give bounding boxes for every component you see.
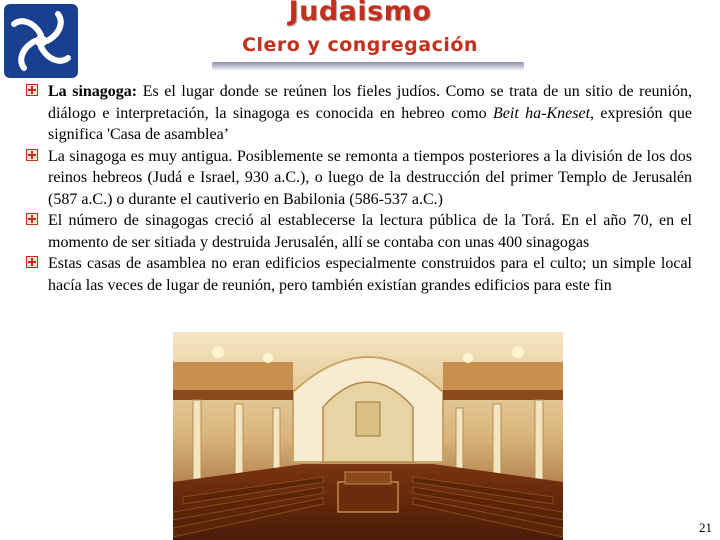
bullet-text: La sinagoga es muy antigua. Posiblemente se remonta a tiempos posteriores a la división de los dos reinos hebreos (Judá e Israel, 930 a.C.), o luego de la destrucción del primer Templo de Jerusalén (587 a.C.) o durante el cautiverio en Babilonia (586-537 a.C.) — [48, 147, 692, 208]
slide-title: Judaismo — [288, 0, 432, 27]
bullet-item — [26, 81, 692, 146]
bullet-item — [26, 210, 692, 253]
bullet-term: La sinagoga: — [48, 83, 138, 100]
bullet-text: Es el lugar donde se reúnen los fieles judíos. Como se trata de un sitio de reunión, diálogo e interpretación, la sinagoga es conocida en hebreo como — [48, 83, 693, 122]
bullet-text: Estas casas de asamblea no eran edificios especialmente construidos para el culto; un simple local hacía las veces de lugar de reunión, pero también existían grandes edificios para este fin — [48, 255, 692, 294]
boxed-plus-bullet-icon — [26, 256, 38, 268]
title-underline — [212, 62, 524, 70]
synagogue-interior-photo — [173, 332, 563, 540]
boxed-plus-bullet-icon — [26, 84, 38, 96]
boxed-plus-bullet-icon — [26, 213, 38, 225]
boxed-plus-bullet-icon — [26, 149, 38, 161]
bullet-text: El número de sinagogas creció al establecerse la lectura pública de la Torá. En el año 70, en el momento de ser sitiada y destruida Jerusalén, allí se contaba con unas 400 sinagogas — [48, 212, 692, 251]
bullet-item — [26, 146, 692, 211]
bullet-item — [26, 253, 692, 296]
bullet-italic-term: Beit ha-Kneset — [493, 104, 591, 122]
slide-subtitle: Clero y congregación — [242, 34, 478, 56]
bullet-text: , expresión que significa 'Casa de asamblea’ — [48, 104, 693, 143]
page-number: 21 — [699, 520, 712, 535]
bullet-list — [26, 81, 692, 296]
